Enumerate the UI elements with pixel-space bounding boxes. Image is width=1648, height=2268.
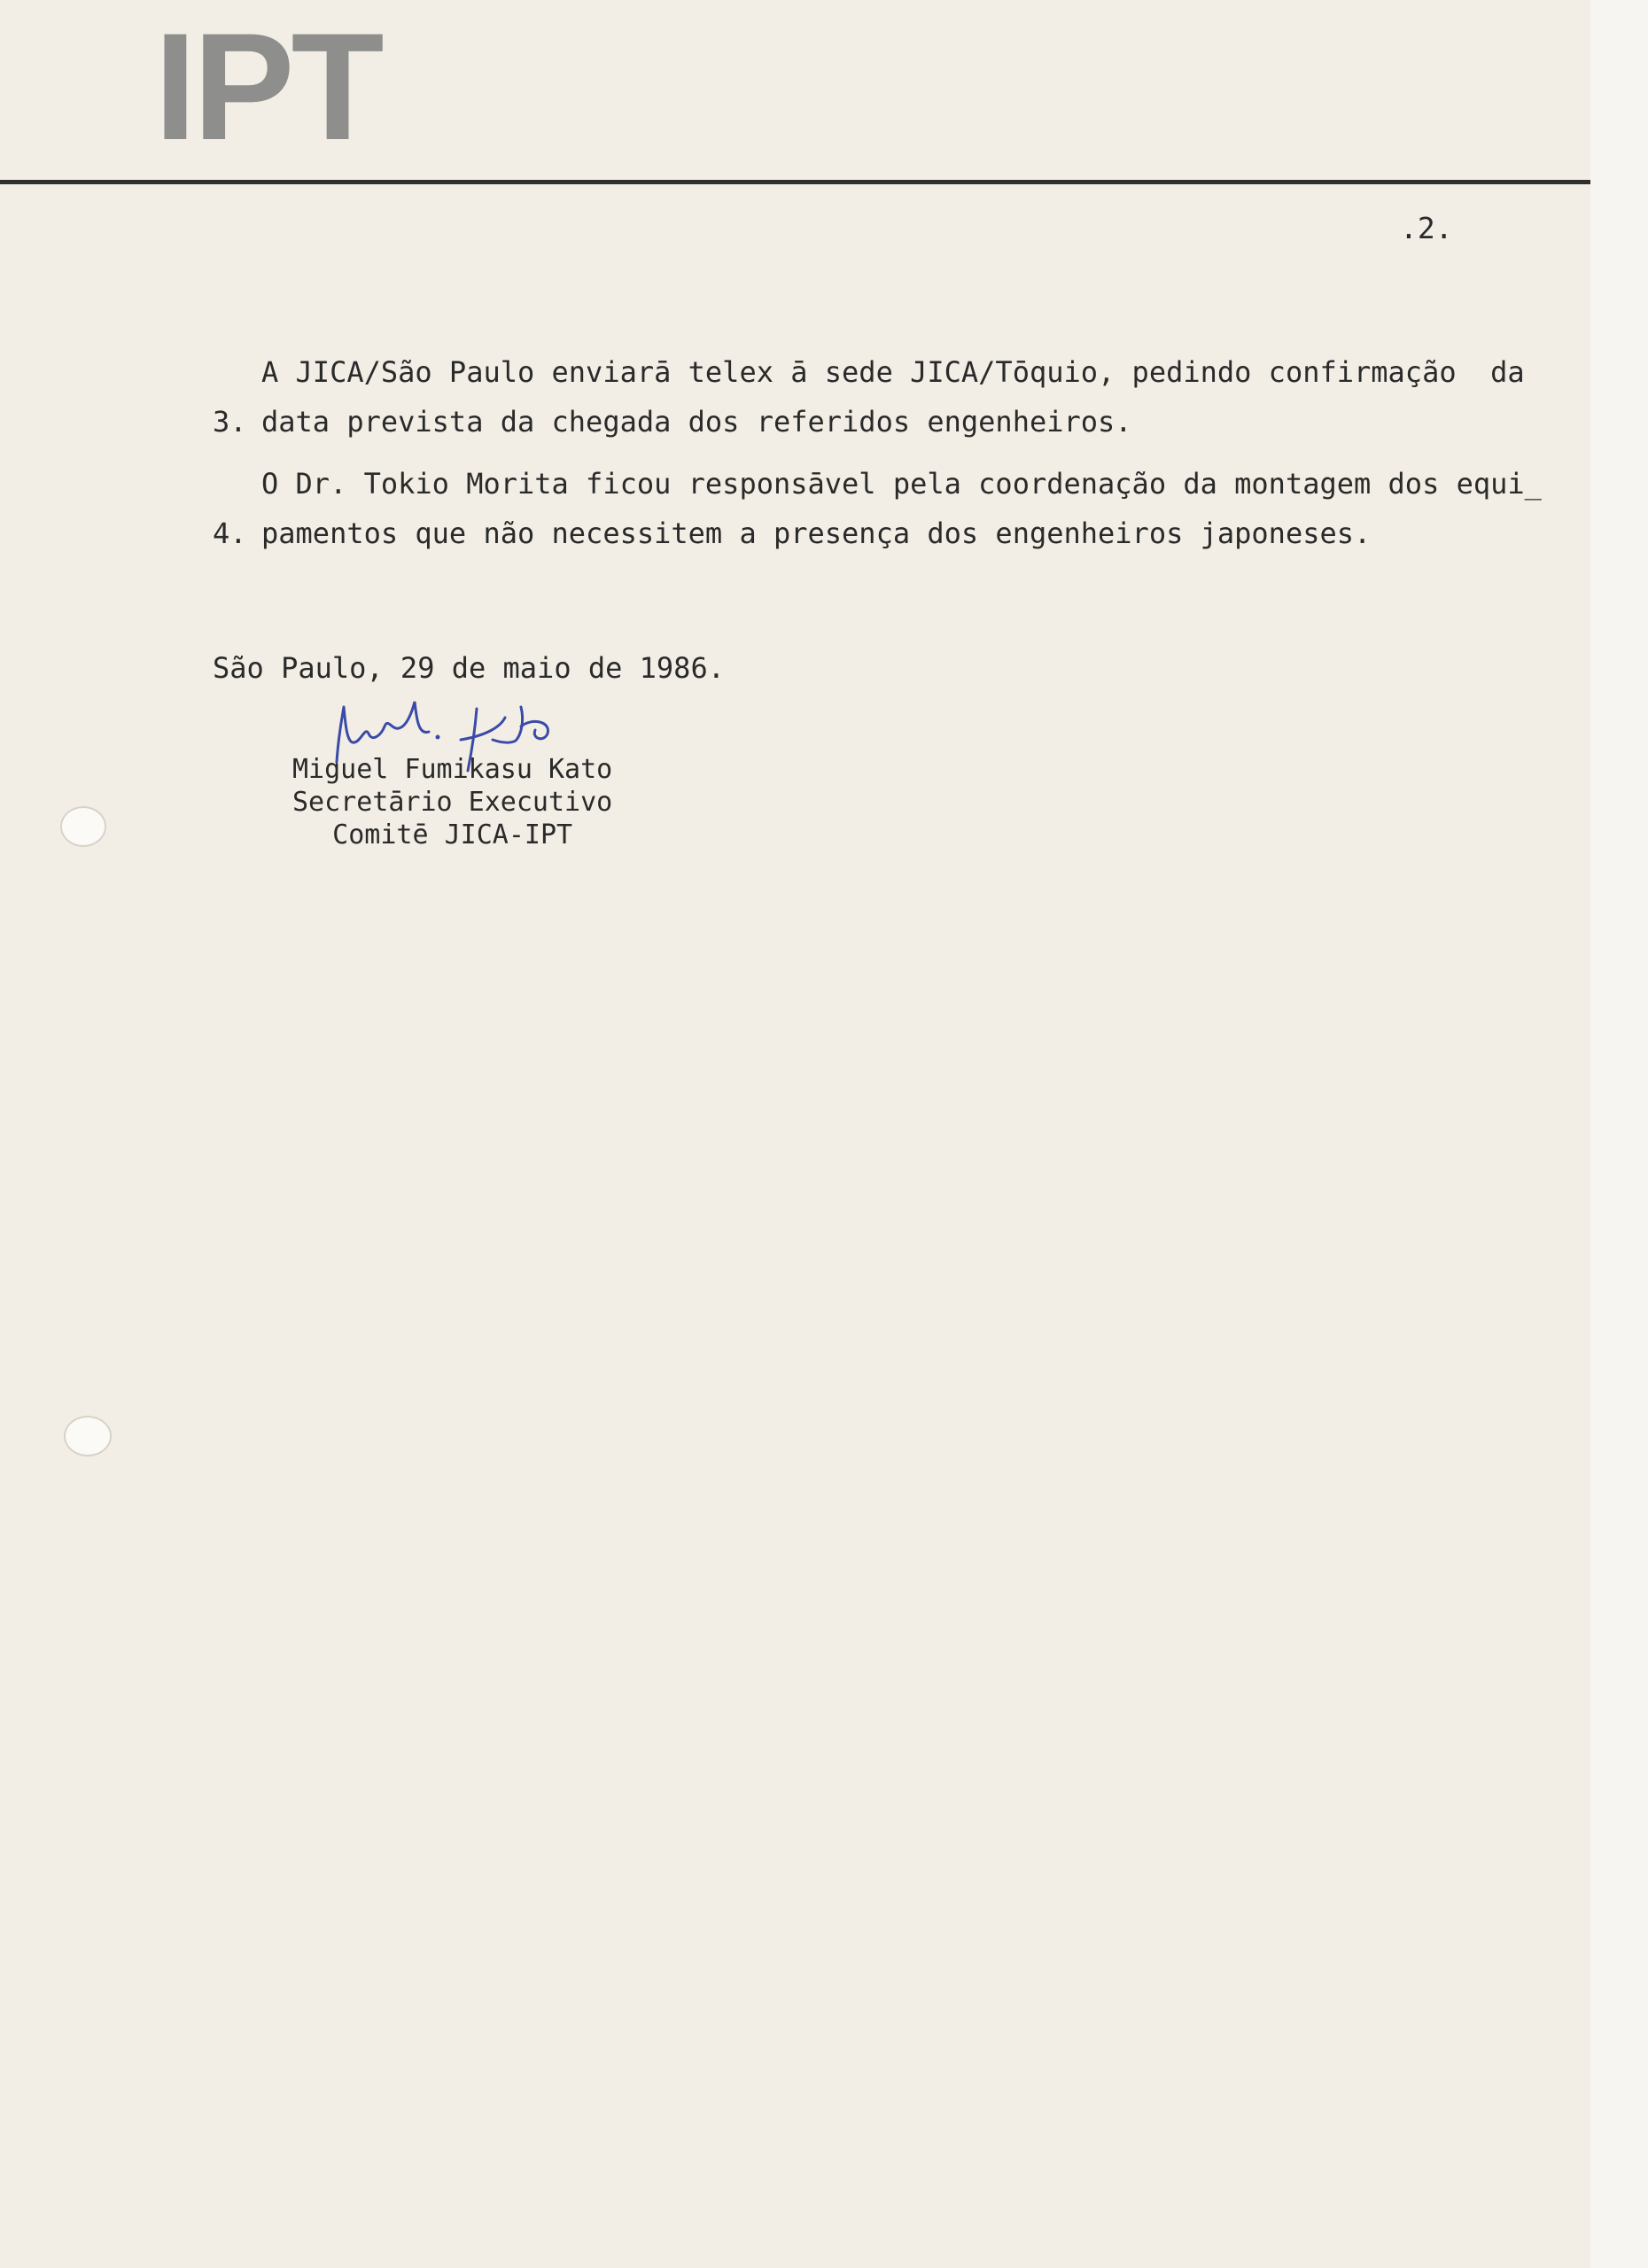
item-line: A JICA/São Paulo enviarā telex ā sede JICA/Tōquio, pedindo confirmação da	[261, 355, 1525, 389]
page-number: .2.	[1400, 211, 1453, 245]
item-number: 4.	[213, 517, 247, 550]
item-line: O Dr. Tokio Morita ficou responsāvel pela coordenação da montagem dos equi_	[261, 467, 1542, 501]
list-item	[213, 347, 1525, 454]
ipt-logo: IPT	[154, 2, 381, 172]
punch-hole	[60, 806, 106, 847]
signatory-block	[292, 753, 612, 851]
scan-margin	[1590, 0, 1648, 2268]
place-date: São Paulo, 29 de maio de 1986.	[213, 651, 725, 685]
header-rule	[0, 180, 1590, 184]
item-line: pamentos que não necessitem a presença dos engenheiros japoneses.	[261, 517, 1372, 550]
item-number: 3.	[213, 405, 247, 439]
punch-hole	[64, 1416, 112, 1456]
signatory-name: Miguel Fumikasu Kato	[292, 754, 613, 785]
item-line: data prevista da chegada dos referidos engenheiros.	[261, 405, 1132, 439]
signatory-title: Secretārio Executivo	[292, 787, 613, 818]
list-item	[213, 459, 1542, 565]
signatory-organization: Comitē JICA-IPT	[332, 819, 573, 850]
